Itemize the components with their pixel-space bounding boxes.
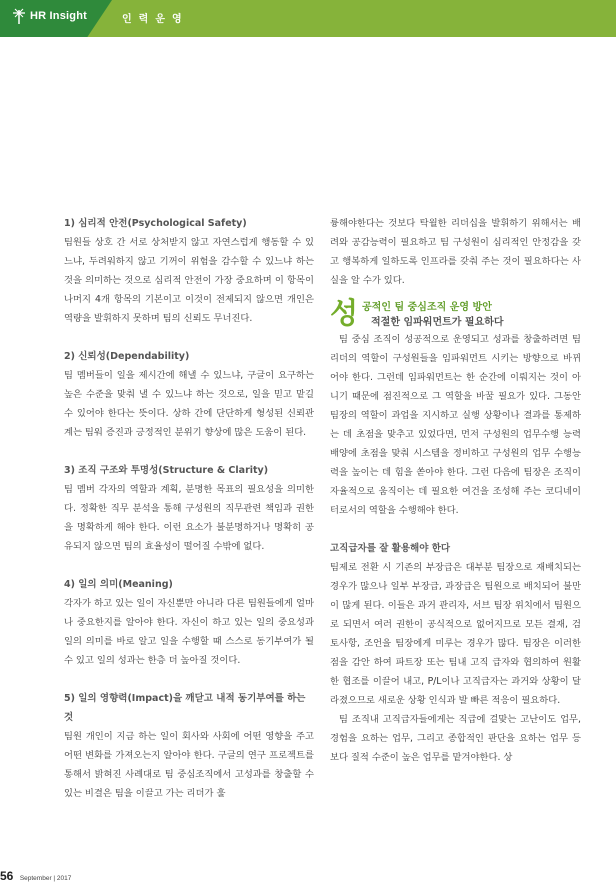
heading-structure-clarity: 3) 조직 구조와 투명성(Structure & Clarity): [64, 465, 269, 476]
logo-text: HR Insight: [30, 10, 87, 22]
paragraph-meaning: 각자가 하고 있는 일이 자신뿐만 아니라 다른 팀원들에게 얼마나 중요한지를 알아야 한다. 자신이 하고 있는 일의 중요성과 일의 의미를 바로 알고 일을 수행할 때 스스로 동기부여가 될 수 있고 일의 성과는 한층 더 높아질 것이다.: [64, 598, 314, 666]
logo-mark-icon: [11, 7, 27, 25]
page-footer: [0, 867, 71, 885]
paragraph-continued: 륭해야한다는 것보다 탁월한 리더십을 발휘하기 위해서는 배려와 공감능력이 필요하고 팀 구성원이 심리적인 안정감을 갖고 행복하게 일하도록 인프라를 갖춰 주는 것이 필요하다는 사실을 알 수가 있다.: [330, 218, 581, 286]
page-number: 56: [0, 869, 14, 883]
heading-senior-staff: 고직급자를 잘 활용해야 한다: [330, 543, 451, 554]
right-column: [330, 214, 581, 767]
heading-impact: 5) 일의 영향력(Impact)을 깨닫고 내적 동기부여를 하는 것: [64, 693, 306, 723]
heading-dependability: 2) 신뢰성(Dependability): [64, 351, 190, 362]
paragraph-dependability: 팀 멤버들이 일을 제시간에 해낼 수 있느냐, 구글이 요구하는 높은 수준을 맞춰 낼 수 있느냐 하는 것으로, 일을 믿고 맡길 수 있어야 한다는 뜻이다. 상하 간에 단단하게 형성된 신뢰관계는 팀워 증진과 긍정적인 분위기 향상에 많은 도움이 된다.: [64, 370, 314, 438]
paragraph-psychological-safety: 팀원들 상호 간 서로 상처받지 않고 자연스럽게 행동할 수 있느냐, 두려워하지 않고 기꺼이 위험을 감수할 수 있느냐 하는 것을 의미하는 것으로 심리적 안전이 가장 중요하며 이 항목이 나머지 4개 항목의 기본이고 이것이 전제되지 않으면 개인은 역량을 발휘하지 못하며 팀의 신뢰도 무너진다.: [64, 237, 314, 324]
paragraph-empowerment: 팀 중심 조직이 성공적으로 운영되고 성과를 창출하려면 팀 리더의 역할이 구성원들을 임파워먼트 시키는 방향으로 바뀌어야 한다. 그런데 임파워먼트는 한 순간에 이뤄지는 것이 아니기 때문에 점진적으로 그 역할을 바꿀 필요가 있다. 그동안 팀장의 역할이 과업을 지시하고 실행 상황이나 결과를 통제하는 데 초점을 맞추고 있었다면, 먼저 구성원의 업무수행 능력 배양에 초점을 맞춰 시스템을 정비하고 구성원의 업무 수행능력을 높이는 데 힘을 쏟아야 한다. 그런 다음에 팀장은 조직이 자율적으로 움직이는 데 필요한 여건을 조성해 주는 코디네이터로서의 역할을 수행해야 한다.: [330, 334, 581, 516]
heading-meaning: 4) 일의 의미(Meaning): [64, 579, 173, 590]
paragraph-senior-tasks: 팀 조직내 고직급자들에게는 직급에 걸맞는 고난이도 업무, 경험을 요하는 업무, 그리고 종합적인 판단을 요하는 업무 등 보다 질적 수준이 높은 업무를 맡겨야한다. 상: [330, 714, 581, 763]
left-column: [64, 214, 314, 803]
section-heading-line1: 공적인 팀 중심조직 운영 방안: [362, 302, 492, 313]
paragraph-structure-clarity: 팀 멤버 각자의 역할과 계획, 분명한 목표의 필요성을 의미한다. 정확한 직무 분석을 통해 구성원의 직무관련 책임과 권한을 명확하게 해야 한다. 이런 요소가 불분명하거나 명확히 공유되지 않으면 팀의 효율성이 떨어질 수밖에 없다.: [64, 484, 314, 552]
section-heading-initial: 성: [330, 296, 359, 330]
paragraph-impact: 팀원 개인이 지금 하는 일이 회사와 사회에 어떤 영향을 주고 어떤 변화를 가져오는지 알아야 한다. 구글의 연구 프로젝트를 통해서 밝혀진 사례대로 팀 중심조직에서 고성과를 창출할 수 있는 비결은 팀을 이끌고 가는 리더가 훌: [64, 731, 314, 799]
issue-date: September | 2017: [19, 875, 72, 882]
section-label: 인력운영: [122, 14, 189, 25]
heading-psychological-safety: 1) 심리적 안전(Psychological Safety): [64, 218, 247, 229]
paragraph-senior-staff: 팀제로 전환 시 기존의 부장급은 대부분 팀장으로 재배치되는 경우가 많으나 일부 부장급, 과장급은 팀원으로 배치되어 불만이 많게 된다. 이들은 과거 관리자, 서브 팀장 위치에서 팀원으로 되면서 여러 권한이 공식적으로 없어지므로 모든 결재, 검토사항, 조언을 팀장에게 미루는 경우가 많다. 팀장은 이러한 점을 감안 하여 파트장 또는 팀내 고직 급자와 협의하여 원활한 협조를 이끌어 내고, P/L이나 고직급자는 과거와 상황이 달라졌으므로 새로운 상황 인식과 발 빠른 적응이 필요하다.: [330, 562, 581, 706]
logo: [11, 7, 87, 25]
section-heading-success: [330, 298, 581, 330]
section-heading-line2: 적절한 임파워먼트가 필요하다: [371, 317, 504, 328]
